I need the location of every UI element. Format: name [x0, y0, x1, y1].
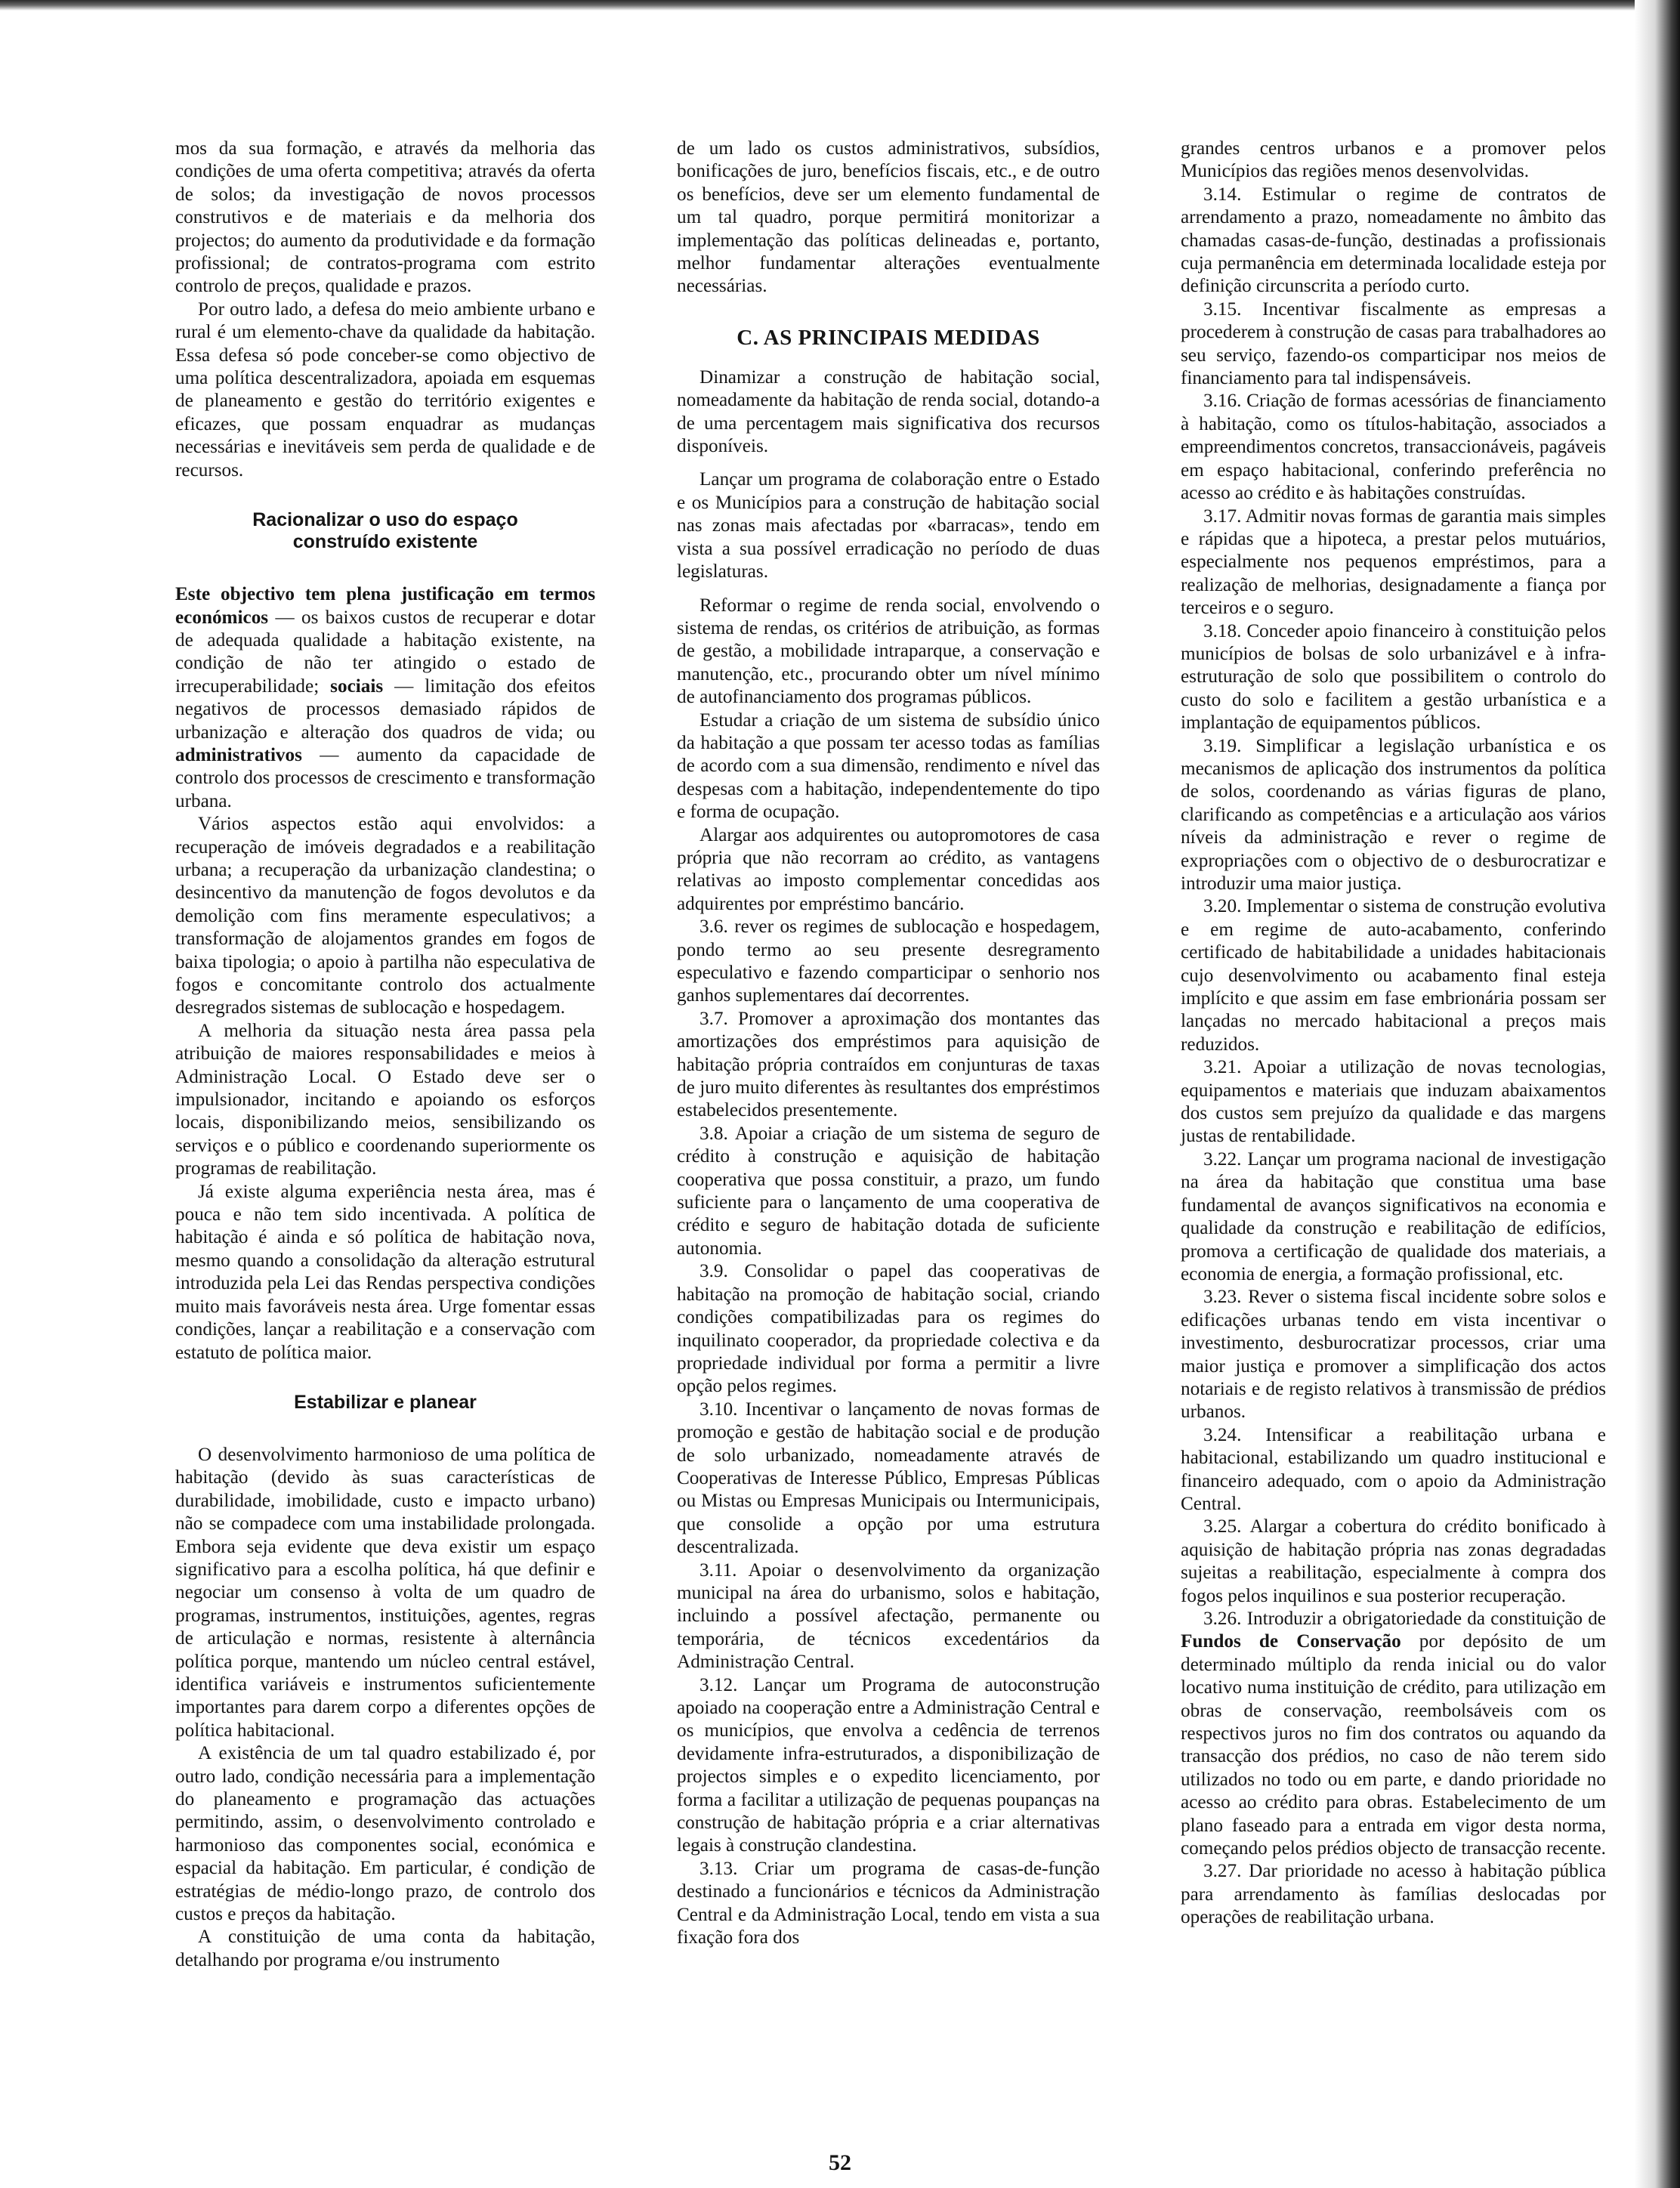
bold-phrase: sociais [330, 675, 384, 697]
paragraph: Vários aspectos estão aqui envolvidos: a recuperação de imóveis degradados e a reabilitação urbana; a recuperação da urbanização clandestina; o desincentivo da manutenção de fogos devolutos e da demolição com fins meramente especulativos; a transformação de alojamentos grandes em fogos de baixa tipologia; o apoio à partilha não especulativa de fogos e concomitante controlo dos actualmente desregrados sistemas de sublocação e hospedagem. [175, 814, 595, 1018]
paragraph: Dinamizar a construção de habitação social, nomeadamente da habitação de renda social, dotando-a de uma percentagem mais significativa dos recursos disponíveis. [677, 366, 1100, 457]
paragraph: 3.19. Simplificar a legislação urbanística e os mecanismos de aplicação dos instrumentos da política de solos, coordenando as várias figuras de plano, clarificando as competências e a articulação aos vários níveis da administração e rever o regime de expropriações com o objectivo de o desburocratizar e introduzir uma maior justiça. [1181, 735, 1606, 894]
paragraph: Alargar aos adquirentes ou autopromotores de casa própria que não recorram ao crédito, as vantagens relativas ao imposto complementar concedidas aos adquirentes por empréstimo bancário. [677, 824, 1100, 914]
bold-phrase: Fundos de Conservação [1181, 1631, 1401, 1652]
text-column-right [1181, 138, 1606, 1930]
paragraph: A existência de um tal quadro estabilizado é, por outro lado, condição necessária para a implementação do planeamento e programação das actuações permitindo, assim, o desenvolvimento controlado e harmonioso das componentes social, económica e espacial da habitação. Em particular, é condição de estratégias de médio-longo prazo, de controlo dos custos e preços da habitação. [175, 1743, 595, 1925]
bold-phrase: Este objectivo tem plena justificação em termos económicos [175, 584, 595, 628]
paragraph: O desenvolvimento harmonioso de uma política de habitação (devido às suas características de durabilidade, imobilidade, custo e impacto urbano) não se compadece com uma instabilidade prolongada. Embora seja evidente que deva existir um espaço significativo para a escolha política, há que definir e negociar um consenso à volta de um quadro de programas, instrumentos, instituições, agentes, regras de articulação e normas, resistente à alternância política porque, mantendo um núcleo central estável, identifica variáveis e instrumentos suficientemente importantes para darem corpo a diferentes opções de política habitacional. [175, 1444, 595, 1741]
paragraph: 3.6. rever os regimes de sublocação e hospedagem, pondo termo ao seu presente desregramento especulativo e fazendo comparticipar o senhorio nos ganhos suplementares daí decorrentes. [677, 916, 1100, 1006]
paragraph: 3.15. Incentivar fiscalmente as empresas a procederem à construção de casas para trabalhadores ao seu serviço, fazendo-os comparticipar nos meios de financiamento para tal indispensáveis. [1181, 298, 1606, 389]
paragraph: 3.8. Apoiar a criação de um sistema de seguro de crédito à construção e aquisição de habitação cooperativa que possa constituir, a prazo, um fundo suficiente para o lançamento de uma cooperativa de crédito e seguro de habitação dotada de suficiente autonomia. [677, 1123, 1100, 1259]
paragraph: Reformar o regime de renda social, envolvendo o sistema de rendas, os critérios de atribuição, as formas de gestão, a mobilidade intraparque, a conservação e manutenção, etc., procurando obter um nível mínimo de autofinanciamento dos programas públicos. [677, 595, 1100, 708]
text-column-left [175, 138, 595, 1972]
paragraph: 3.9. Consolidar o papel das cooperativas de habitação na promoção de habitação social, criando condições compatibilizadas para os regimes do inquilinato cooperador, da propriedade colectiva e da propriedade individual por forma a permitir a livre opção pelos regimes. [677, 1261, 1100, 1397]
paragraph: de um lado os custos administrativos, subsídios, bonificações de juro, benefícios fiscais, etc., e de outro os benefícios, deve ser um elemento fundamental de um tal quadro, porque permitirá monitorizar a implementação das políticas delineadas e, portanto, melhor fundamentar alterações eventualmente necessárias. [677, 138, 1100, 297]
paragraph: 3.22. Lançar um programa nacional de investigação na área da habitação que constitua uma base fundamental de avanços significativos na economia e qualidade da construção e reabilitação de edifícios, promova a certificação de qualidade dos materiais, a economia de energia, a formação profissional, etc. [1181, 1148, 1606, 1284]
paragraph: 3.27. Dar prioridade no acesso à habitação pública para arrendamento às famílias deslocadas por operações de reabilitação urbana. [1181, 1861, 1606, 1928]
paragraph: 3.12. Lançar um Programa de autoconstrução apoiado na cooperação entre a Administração Central e os municípios, que envolva a cedência de terrenos devidamente infra-estruturados, a disponibilização de projectos simples e o expedito licenciamento, por forma a facilitar a utilização de pequenas poupanças na construção de habitação própria e a criar alternativas legais à construção clandestina. [677, 1674, 1100, 1856]
section-heading-racionalizar [175, 509, 595, 553]
paragraph: 3.16. Criação de formas acessórias de financiamento à habitação, como os títulos-habitação, associados a empreendimentos concretos, transaccionáveis, pagáveis em espaço habitacional, conferindo preferência no acesso ao crédito e às habitações construídas. [1181, 391, 1606, 504]
heading-line: Racionalizar o uso do espaço [252, 509, 518, 531]
paragraph: 3.14. Estimular o regime de contratos de arrendamento a prazo, nomeadamente no âmbito das chamadas casas-de-função, destinadas a profissionais cuja permanência em determinada localidade esteja por definição circunscrita a período curto. [1181, 184, 1606, 297]
paragraph: 3.21. Apoiar a utilização de novas tecnologias, equipamentos e materiais que induzam abaixamentos dos custos sem prejuízo da qualidade e das margens justas de rentabilidade. [1181, 1057, 1606, 1147]
paragraph: 3.17. Admitir novas formas de garantia mais simples e rápidas que a hipoteca, a prestar pelos mutuários, especialmente nos pequenos empréstimos, para a realização de melhorias, designadamente a fiança por terceiros e o seguro. [1181, 505, 1606, 619]
text-run: 3.26. Introduzir a obrigatoriedade da constituição de [1203, 1609, 1606, 1629]
paragraph: grandes centros urbanos e a promover pelos Municípios das regiões menos desenvolvidas. [1181, 138, 1606, 182]
text-column-middle [677, 138, 1100, 1949]
paragraph: 3.10. Incentivar o lançamento de novas formas de promoção e gestão de habitação social e de produção de solo urbanizado, nomeadamente através de Cooperativas de Interesse Público, Empresas Públicas ou Mistas ou Empresas Municipais ou Intermunicipais, que consolide a opção por uma estrutura descentralizada. [677, 1398, 1100, 1558]
section-heading-estabilizar: Estabilizar e planear [294, 1391, 477, 1413]
paragraph: Por outro lado, a defesa do meio ambiente urbano e rural é um elemento-chave da qualidade da habitação. Essa defesa só pode conceber-se como objectivo de uma política descentralizadora, apoiada em esquemas de planeamento e gestão do território exigentes e eficazes, que possam enquadrar as mudanças necessárias e inevitáveis sem perda de qualidade e de recursos. [175, 298, 595, 481]
paragraph: Estudar a criação de um sistema de subsídio único da habitação a que possam ter acesso todas as famílias de acordo com a sua dimensão, rendimento e nível das despesas com a habitação, independentemente do tipo e forma de ocupação. [677, 709, 1100, 823]
paragraph: 3.24. Intensificar a reabilitação urbana e habitacional, estabilizando um quadro institucional e financeiro adequado, com o apoio da Administração Central. [1181, 1424, 1606, 1514]
paragraph: 3.23. Rever o sistema fiscal incidente sobre solos e edificações urbanas tendo em vista incentivar o investimento, desburocratizar processos, criar uma maior justiça e promover a simplificação dos actos notariais e de registo relativos à transmissão de prédios urbanos. [1181, 1287, 1606, 1423]
section-heading-principais-medidas: C. AS PRINCIPAIS MEDIDAS [737, 325, 1040, 350]
paragraph: 3.11. Apoiar o desenvolvimento da organização municipal na área do urbanismo, solos e habitação, incluindo a possível afectação, permanente ou temporária, de técnicos excedentários da Administração Central. [677, 1559, 1100, 1673]
paragraph: Lançar um programa de colaboração entre o Estado e os Municípios para a construção de habitação social nas zonas mais afectadas por «barracas», tendo em vista a sua possível erradicação no período de duas legislaturas. [677, 469, 1100, 583]
bold-phrase: administrativos [175, 744, 302, 765]
text-run: — limitação dos efeitos negativos de processos demasiado rápidos de urbanização e alteração dos quadros de vida; ou [175, 675, 596, 743]
paragraph [175, 583, 595, 813]
paragraph: mos da sua formação, e através da melhoria das condições de uma oferta competitiva; através da oferta de solos; da investigação de novos processos construtivos e de materiais e da melhoria dos projectos; do aumento da produtividade e da formação profissional; de contratos-programa com estrito controlo de preços, qualidade e prazos. [175, 138, 595, 297]
paragraph: A constituição de uma conta da habitação, detalhando por programa e/ou instrumento [175, 1927, 595, 1970]
paragraph: A melhoria da situação nesta área passa pela atribuição de maiores responsabilidades e meios à Administração Local. O Estado deve ser o impulsionador, incitando e apoiando os esforços locais, disponibilizando meios, sensibilizando os serviços e o público e coordenando superiormente os programas de reabilitação. [175, 1020, 595, 1179]
page-number: 52 [829, 2150, 851, 2175]
text-run: por depósito de um determinado múltiplo da renda inicial ou do valor locativo numa instituição de crédito, para utilização em obras de conservação, reembolsáveis com os respectivos juros no fim dos contratos ou aquando da transacção dos prédios, no caso de não terem sido utilizados no todo ou em parte, e dando prioridade no acesso ao crédito para obras. Estabelecimento de um plano faseado para a entrada em vigor desta norma, começando pelos prédios objecto de transacção recente. [1181, 1631, 1606, 1859]
paragraph: 3.20. Implementar o sistema de construção evolutiva e em regime de auto-acabamento, conferindo certificado de habitabilidade a unidades habitacionais cujo desenvolvimento ou acabamento final esteja implícito e que assim em fase embrionária possam ser lançadas no mercado habitacional a preços mais reduzidos. [1181, 896, 1606, 1055]
scan-binding-edge-shadow [1635, 0, 1680, 2188]
paragraph: 3.25. Alargar a cobertura do crédito bonificado à aquisição de habitação própria nas zonas degradadas sujeitas a reabilitação, especialmente à compra dos fogos pelos inquilinos e sua posterior recuperação. [1181, 1516, 1606, 1606]
heading-line: construído existente [292, 531, 478, 553]
paragraph [1181, 1608, 1606, 1860]
paragraph: 3.13. Criar um programa de casas-de-função destinado a funcionários e técnicos da Administração Central e da Administração Local, tendo em vista a sua fixação fora dos [677, 1858, 1100, 1948]
paragraph: 3.18. Conceder apoio financeiro à constituição pelos municípios de bolsas de solo urbanizável e à infra-estruturação de solo que possibilitem o controlo do custo do solo e facilitem a gestão urbanística e a implantação de equipamentos públicos. [1181, 620, 1606, 734]
paragraph: 3.7. Promover a aproximação dos montantes das amortizações dos empréstimos para aquisição de habitação própria contraídos em conjunturas de taxas de juro muito diferentes às resultantes dos empréstimos estabelecidos presentemente. [677, 1008, 1100, 1121]
paragraph: Já existe alguma experiência nesta área, mas é pouca e não tem sido incentivada. A política de habitação é ainda e só política de habitação nova, mesmo quando a consolidação da alteração estrutural introduzida pela Lei das Rendas perspectiva condições muito mais favoráveis nesta área. Urge fomentar essas condições, lançar a reabilitação e a conservação com estatuto de política maior. [175, 1181, 595, 1363]
scan-top-edge-shadow [0, 0, 1680, 11]
text-run: — aumento da capacidade de controlo dos processos de crescimento e transformação urbana. [175, 744, 595, 811]
text-run: — os baixos custos de recuperar e dotar de adequada qualidade a habitação existente, na condição de não ter atingido o estado de irrecuperabilidade; [175, 607, 595, 697]
